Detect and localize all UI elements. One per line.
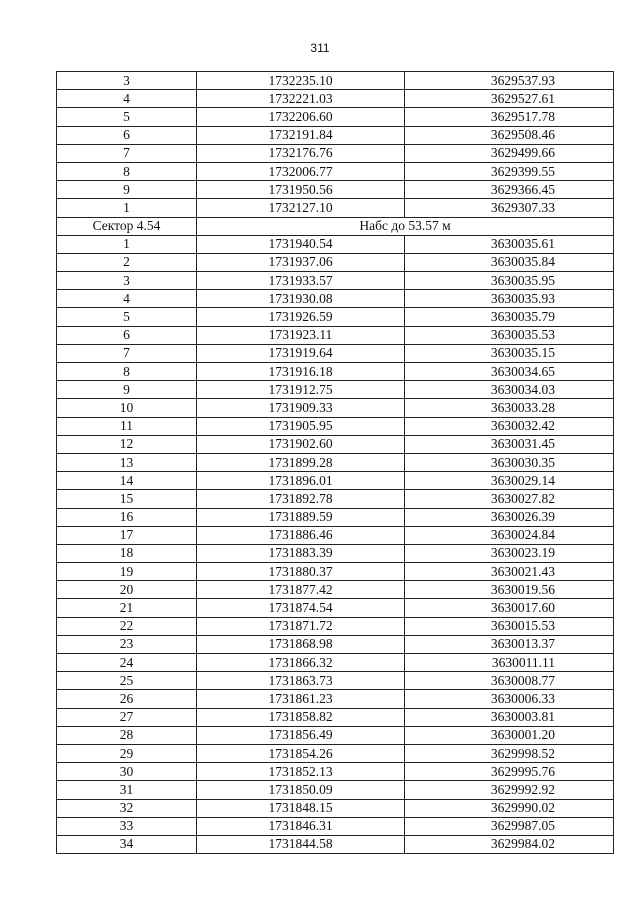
coordinate-x: 1731856.49 — [197, 726, 405, 744]
coordinate-x: 1731861.23 — [197, 690, 405, 708]
point-number: 17 — [57, 526, 197, 544]
table-row — [57, 726, 614, 744]
coordinate-x: 1731883.39 — [197, 544, 405, 562]
coordinate-x: 1731868.98 — [197, 635, 405, 653]
coordinate-y: 3630034.65 — [405, 363, 614, 381]
point-number: 13 — [57, 453, 197, 471]
coordinate-y: 3629499.66 — [405, 144, 614, 162]
coordinate-y: 3630024.84 — [405, 526, 614, 544]
coordinate-x: 1732127.10 — [197, 199, 405, 217]
table-row — [57, 144, 614, 162]
coordinate-x: 1732235.10 — [197, 72, 405, 90]
table-row — [57, 72, 614, 90]
coordinate-y: 3629990.02 — [405, 799, 614, 817]
point-number: 18 — [57, 544, 197, 562]
coordinate-y: 3630008.77 — [405, 672, 614, 690]
table-row — [57, 90, 614, 108]
coordinate-x: 1732191.84 — [197, 126, 405, 144]
table-row — [57, 563, 614, 581]
point-number: 6 — [57, 126, 197, 144]
coordinate-y: 3629537.93 — [405, 72, 614, 90]
point-number: 34 — [57, 835, 197, 853]
coordinate-x: 1731896.01 — [197, 472, 405, 490]
table-row — [57, 490, 614, 508]
coordinate-y: 3630035.15 — [405, 344, 614, 362]
table-row — [57, 690, 614, 708]
coordinate-x: 1731905.95 — [197, 417, 405, 435]
coordinate-x: 1732006.77 — [197, 162, 405, 180]
coordinate-y: 3630034.03 — [405, 381, 614, 399]
coordinate-x: 1731923.11 — [197, 326, 405, 344]
table-row — [57, 344, 614, 362]
table-row — [57, 253, 614, 271]
coordinate-y: 3630030.35 — [405, 453, 614, 471]
point-number: 8 — [57, 162, 197, 180]
coordinate-y: 3630035.79 — [405, 308, 614, 326]
coordinate-y: 3629508.46 — [405, 126, 614, 144]
table-row — [57, 417, 614, 435]
coordinate-x: 1731866.32 — [197, 654, 405, 672]
coordinate-x: 1731912.75 — [197, 381, 405, 399]
table-row — [57, 799, 614, 817]
sector-row — [57, 217, 614, 235]
point-number: 26 — [57, 690, 197, 708]
point-number: 10 — [57, 399, 197, 417]
coordinate-x: 1731863.73 — [197, 672, 405, 690]
coordinate-y: 3630021.43 — [405, 563, 614, 581]
coordinate-y: 3629366.45 — [405, 181, 614, 199]
point-number: 8 — [57, 363, 197, 381]
table-row — [57, 744, 614, 762]
table-row — [57, 381, 614, 399]
point-number: 32 — [57, 799, 197, 817]
table-row — [57, 199, 614, 217]
table-row — [57, 399, 614, 417]
coordinate-x: 1731950.56 — [197, 181, 405, 199]
coordinate-x: 1731850.09 — [197, 781, 405, 799]
coordinate-y: 3630019.56 — [405, 581, 614, 599]
table-row — [57, 272, 614, 290]
coordinate-x: 1731889.59 — [197, 508, 405, 526]
point-number: 28 — [57, 726, 197, 744]
table-row — [57, 817, 614, 835]
point-number: 14 — [57, 472, 197, 490]
table-row — [57, 363, 614, 381]
coordinate-x: 1731899.28 — [197, 453, 405, 471]
coordinate-y: 3630035.61 — [405, 235, 614, 253]
table-row — [57, 290, 614, 308]
point-number: 15 — [57, 490, 197, 508]
table-row — [57, 453, 614, 471]
point-number: 33 — [57, 817, 197, 835]
coordinate-x: 1731874.54 — [197, 599, 405, 617]
coordinate-y: 3630023.19 — [405, 544, 614, 562]
coordinate-y: 3629998.52 — [405, 744, 614, 762]
point-number: 9 — [57, 181, 197, 199]
point-number: 19 — [57, 563, 197, 581]
table-row — [57, 162, 614, 180]
coordinate-x: 1731880.37 — [197, 563, 405, 581]
point-number: 16 — [57, 508, 197, 526]
coordinate-y: 3629307.33 — [405, 199, 614, 217]
table-row — [57, 781, 614, 799]
table-row — [57, 308, 614, 326]
coordinate-x: 1731846.31 — [197, 817, 405, 835]
coordinate-x: 1731886.46 — [197, 526, 405, 544]
table-row — [57, 526, 614, 544]
coordinate-x: 1731848.15 — [197, 799, 405, 817]
table-body-after — [57, 235, 614, 853]
point-number: 4 — [57, 90, 197, 108]
coordinate-x: 1731844.58 — [197, 835, 405, 853]
point-number: 25 — [57, 672, 197, 690]
coordinate-x: 1732206.60 — [197, 108, 405, 126]
point-number: 3 — [57, 72, 197, 90]
coordinate-x: 1731877.42 — [197, 581, 405, 599]
table-row — [57, 635, 614, 653]
table-row — [57, 599, 614, 617]
table-row — [57, 108, 614, 126]
point-number: 30 — [57, 763, 197, 781]
table-row — [57, 508, 614, 526]
coordinate-y: 3630003.81 — [405, 708, 614, 726]
coordinate-x: 1731937.06 — [197, 253, 405, 271]
coordinate-y: 3630001.20 — [405, 726, 614, 744]
coordinate-x: 1731940.54 — [197, 235, 405, 253]
table-row — [57, 654, 614, 672]
coordinates-table — [56, 71, 614, 854]
coordinate-x: 1731858.82 — [197, 708, 405, 726]
coordinate-x: 1731919.64 — [197, 344, 405, 362]
coordinate-y: 3630035.93 — [405, 290, 614, 308]
coordinate-y: 3630033.28 — [405, 399, 614, 417]
table-row — [57, 835, 614, 853]
table-row — [57, 708, 614, 726]
table-row — [57, 544, 614, 562]
point-number: 7 — [57, 144, 197, 162]
point-number: 21 — [57, 599, 197, 617]
coordinate-x: 1731930.08 — [197, 290, 405, 308]
point-number: 7 — [57, 344, 197, 362]
coordinate-x: 1731909.33 — [197, 399, 405, 417]
point-number: 5 — [57, 308, 197, 326]
coordinate-y: 3630011.11 — [405, 654, 614, 672]
point-number: 27 — [57, 708, 197, 726]
coordinate-x: 1731892.78 — [197, 490, 405, 508]
coordinate-x: 1732221.03 — [197, 90, 405, 108]
point-number: 6 — [57, 326, 197, 344]
coordinate-y: 3630015.53 — [405, 617, 614, 635]
table-row — [57, 126, 614, 144]
coordinate-y: 3630006.33 — [405, 690, 614, 708]
point-number: 2 — [57, 253, 197, 271]
table-row — [57, 435, 614, 453]
point-number: 12 — [57, 435, 197, 453]
coordinate-x: 1731916.18 — [197, 363, 405, 381]
sector-label: Сектор 4.54 — [57, 217, 197, 235]
coordinate-y: 3630026.39 — [405, 508, 614, 526]
table-row — [57, 472, 614, 490]
coordinate-y: 3630031.45 — [405, 435, 614, 453]
coordinate-x: 1731933.57 — [197, 272, 405, 290]
point-number: 20 — [57, 581, 197, 599]
point-number: 3 — [57, 272, 197, 290]
point-number: 1 — [57, 235, 197, 253]
point-number: 24 — [57, 654, 197, 672]
coordinate-x: 1731854.26 — [197, 744, 405, 762]
page-number: 311 — [310, 41, 330, 55]
coordinate-y: 3630029.14 — [405, 472, 614, 490]
coordinate-y: 3630032.42 — [405, 417, 614, 435]
point-number: 31 — [57, 781, 197, 799]
table-row — [57, 763, 614, 781]
coordinate-y: 3630035.84 — [405, 253, 614, 271]
coordinate-x: 1731926.59 — [197, 308, 405, 326]
coordinate-x: 1731852.13 — [197, 763, 405, 781]
coordinate-y: 3629984.02 — [405, 835, 614, 853]
point-number: 22 — [57, 617, 197, 635]
sector-header — [57, 217, 614, 235]
table-row — [57, 235, 614, 253]
coordinate-y: 3629399.55 — [405, 162, 614, 180]
point-number: 9 — [57, 381, 197, 399]
coordinate-y: 3630035.53 — [405, 326, 614, 344]
table-row — [57, 181, 614, 199]
point-number: 5 — [57, 108, 197, 126]
point-number: 29 — [57, 744, 197, 762]
coordinate-y: 3629987.05 — [405, 817, 614, 835]
coordinate-x: 1731871.72 — [197, 617, 405, 635]
point-number: 23 — [57, 635, 197, 653]
table-row — [57, 617, 614, 635]
coordinate-y: 3629995.76 — [405, 763, 614, 781]
table-row — [57, 672, 614, 690]
point-number: 4 — [57, 290, 197, 308]
coordinate-y: 3630035.95 — [405, 272, 614, 290]
coordinate-y: 3630013.37 — [405, 635, 614, 653]
coordinate-y: 3630027.82 — [405, 490, 614, 508]
coordinate-y: 3629517.78 — [405, 108, 614, 126]
point-number: 1 — [57, 199, 197, 217]
table-row — [57, 581, 614, 599]
sector-height-label: Набс до 53.57 м — [197, 217, 614, 235]
coordinate-y: 3629527.61 — [405, 90, 614, 108]
coordinate-x: 1732176.76 — [197, 144, 405, 162]
point-number: 11 — [57, 417, 197, 435]
coordinate-x: 1731902.60 — [197, 435, 405, 453]
table-row — [57, 326, 614, 344]
coordinate-y: 3629992.92 — [405, 781, 614, 799]
table-body-before — [57, 72, 614, 218]
coordinate-y: 3630017.60 — [405, 599, 614, 617]
